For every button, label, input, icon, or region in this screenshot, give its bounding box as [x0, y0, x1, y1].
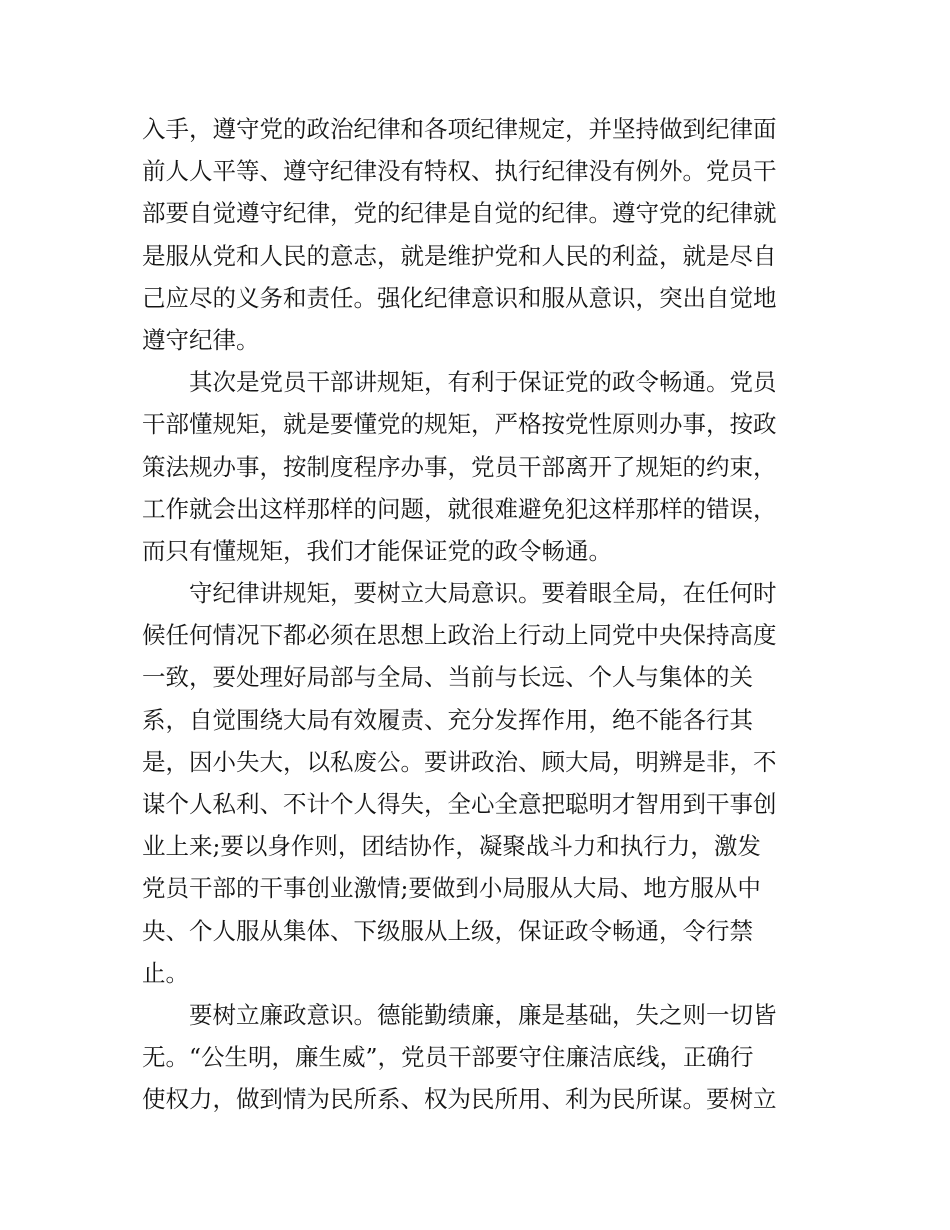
text-line: 是，因小失大，以私废公。要讲政治、顾大局，明辨是非，不: [142, 747, 777, 776]
text-line: 策法规办事，按制度程序办事，党员干部离开了规矩的约束，: [142, 452, 777, 481]
text-line: 候任何情况下都必须在思想上政治上行动上同党中央保持高度: [142, 621, 777, 650]
text-line: 谋个人私利、不计个人得失，全心全意把聪明才智用到干事创: [142, 790, 777, 818]
paragraph-first-line: 守纪律讲规矩，要树立大局意识。要着眼全局，在任何时: [189, 579, 777, 608]
text-line: 党员干部的干事创业激情;要做到小局服从大局、地方服从中: [142, 874, 761, 903]
text-line: 无。“公生明，廉生威”，党员干部要守住廉洁底线，正确行: [142, 1043, 754, 1072]
text-line: 业上来;要以身作则，团结协作，凝聚战斗力和执行力，激发: [142, 832, 761, 861]
text-line: 一致，要处理好局部与全局、当前与长远、个人与集体的关: [142, 663, 753, 692]
document-body: [142, 108, 814, 1121]
text-line: 使权力，做到情为民所系、权为民所用、利为民所谋。要树立: [142, 1085, 777, 1114]
text-line: 央、个人服从集体、下级服从上级，保证政令畅通，令行禁: [142, 916, 753, 945]
text-line: 前人人平等、遵守纪律没有特权、执行纪律没有例外。党员干: [142, 157, 777, 186]
text-line: 而只有懂规矩，我们才能保证党的政令畅通。: [142, 536, 612, 565]
text-line: 部要自觉遵守纪律，党的纪律是自觉的纪律。遵守党的纪律就: [142, 199, 777, 228]
text-line: 系，自觉围绕大局有效履责、充分发挥作用，绝不能各行其: [142, 705, 753, 734]
paragraph-first-line: 其次是党员干部讲规矩，有利于保证党的政令畅通。党员: [189, 368, 777, 397]
text-line: 入手，遵守党的政治纪律和各项纪律规定，并坚持做到纪律面: [142, 115, 777, 143]
text-line: 己应尽的义务和责任。强化纪律意识和服从意识，突出自觉地: [142, 283, 777, 312]
text-line: 遵守纪律。: [142, 325, 260, 354]
text-line: 是服从党和人民的意志，就是维护党和人民的利益，就是尽自: [142, 241, 777, 270]
text-line: 止。: [142, 958, 189, 987]
text-line: 干部懂规矩，就是要懂党的规矩，严格按党性原则办事，按政: [142, 410, 777, 439]
text-line: 工作就会出这样那样的问题，就很难避免犯这样那样的错误，: [142, 494, 777, 523]
paragraph-first-line: 要树立廉政意识。德能勤绩廉，廉是基础，失之则一切皆: [189, 1000, 777, 1029]
